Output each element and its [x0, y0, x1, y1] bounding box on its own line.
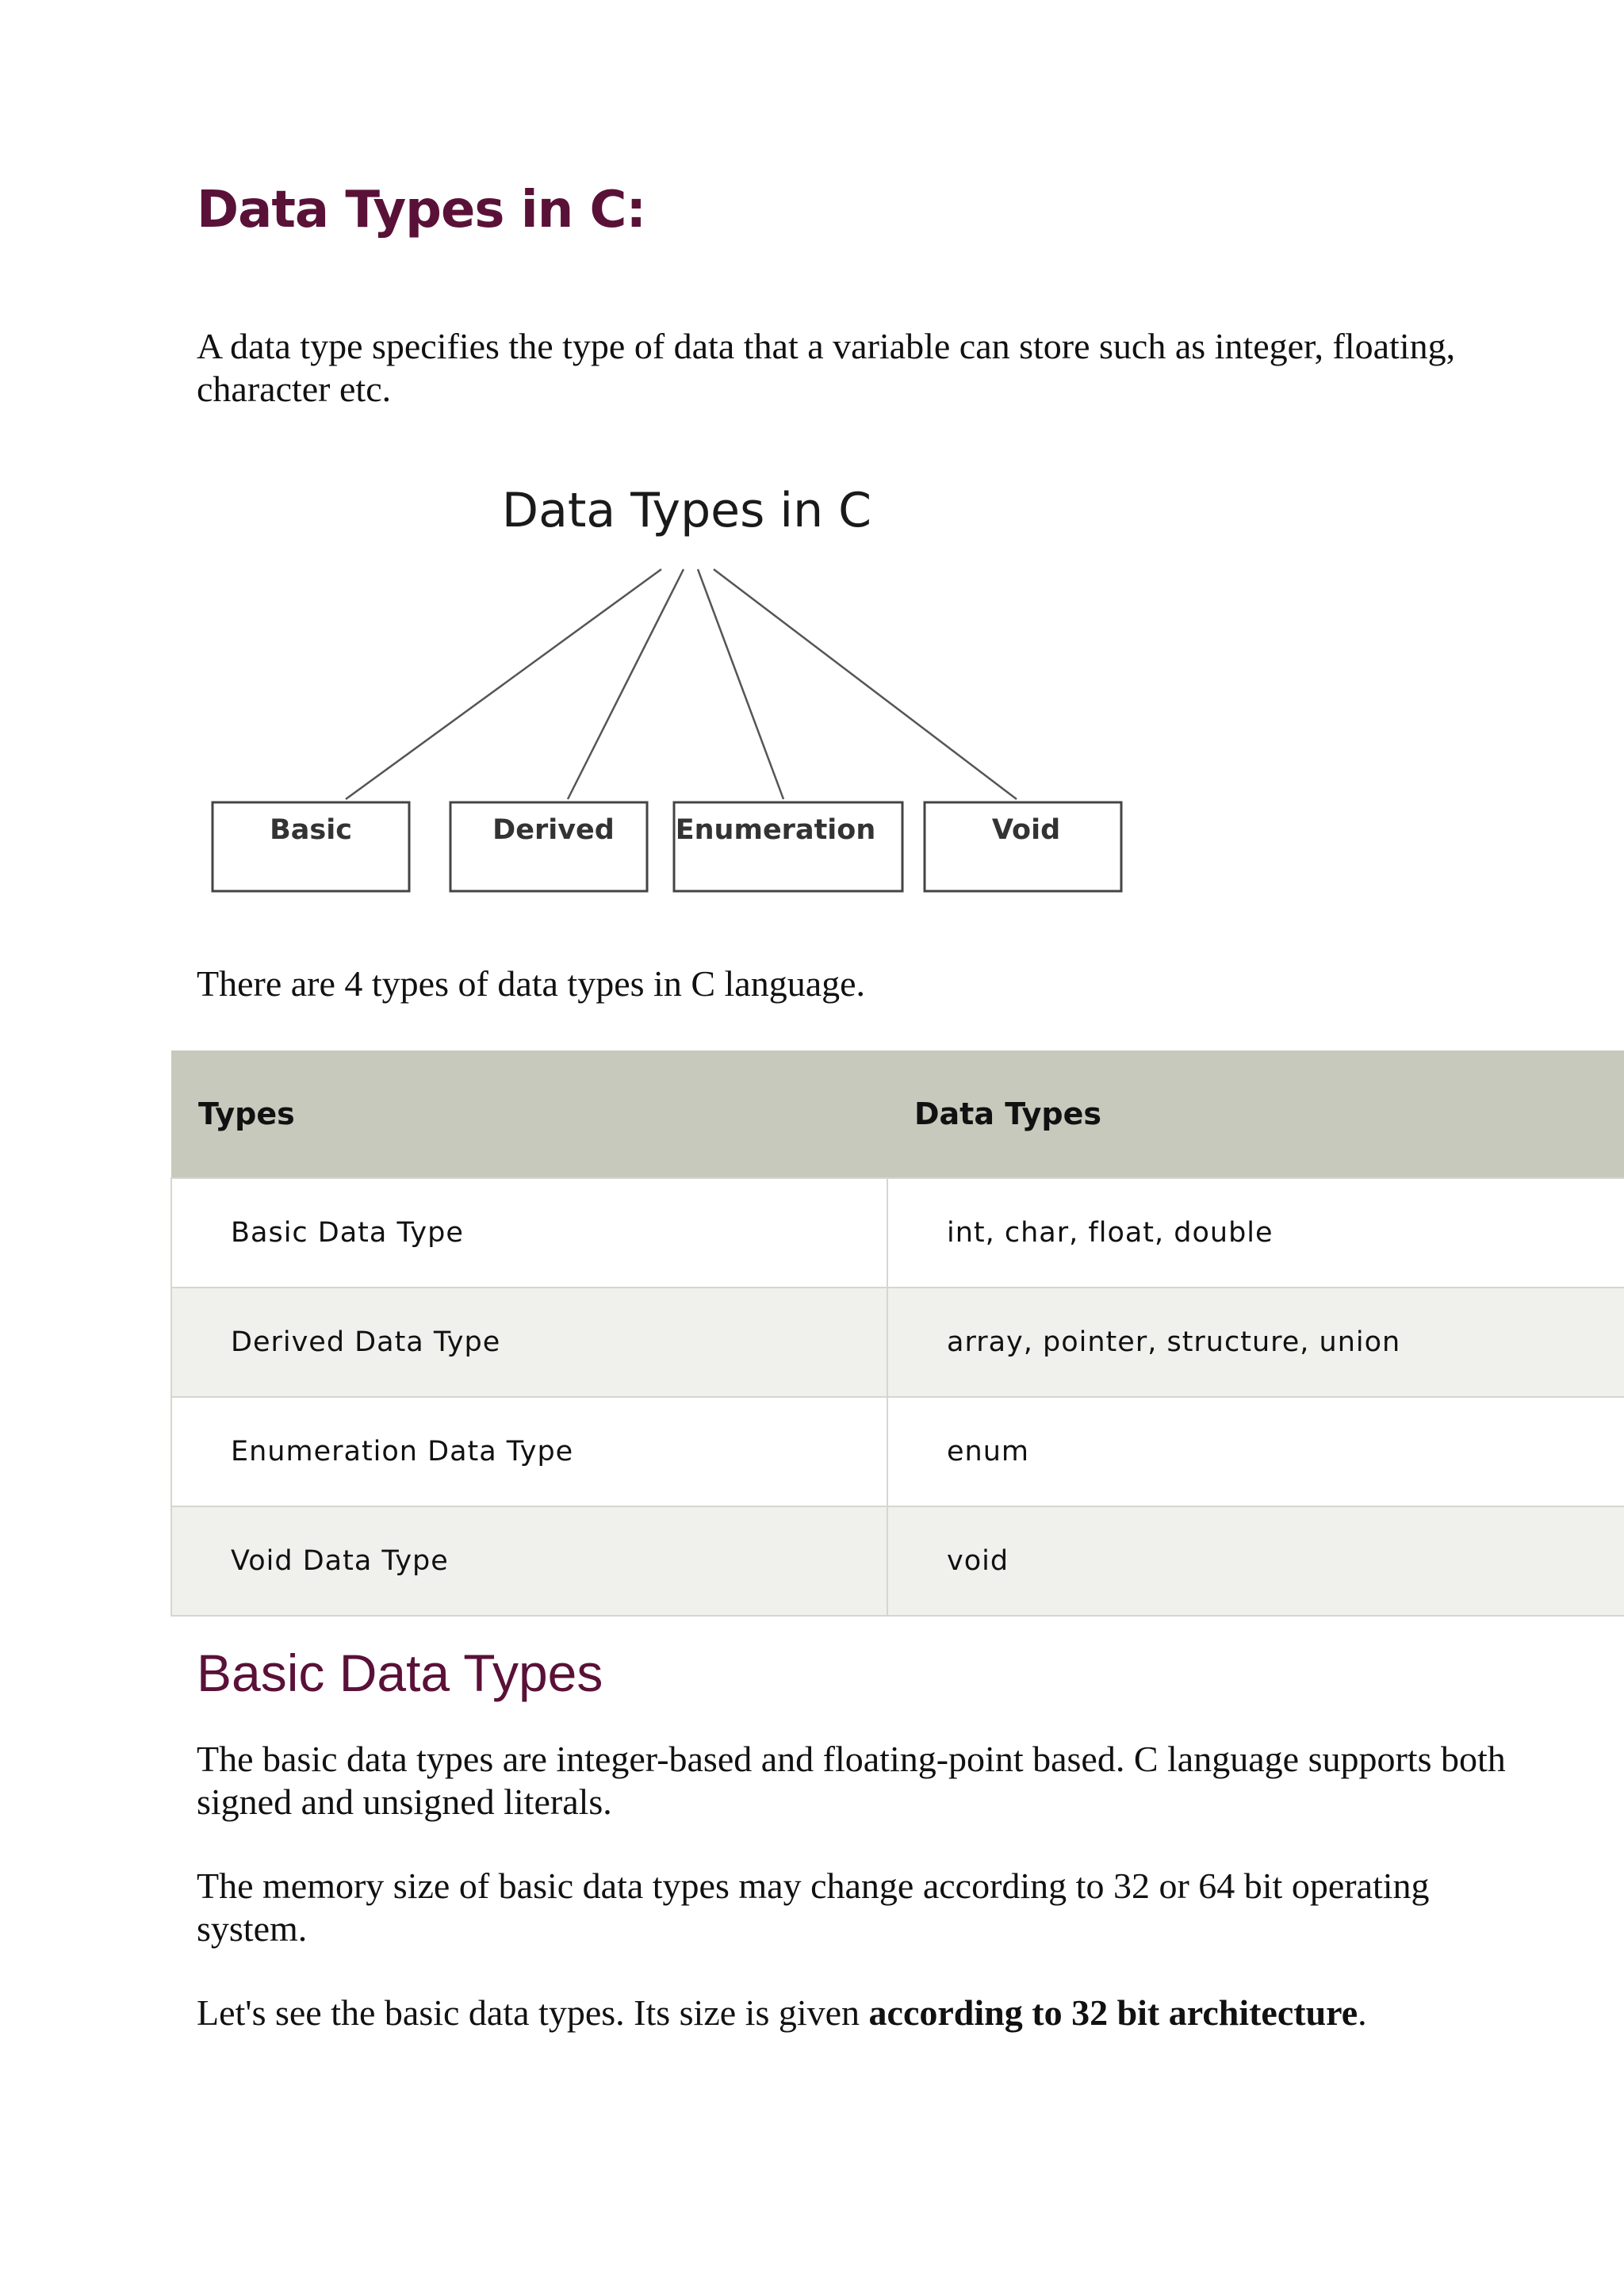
table-cell-type: Basic Data Type	[171, 1178, 887, 1288]
types-count-paragraph: There are 4 types of data types in C language.	[197, 963, 866, 1004]
table-cell-data-types: void	[887, 1506, 1624, 1616]
diagram-node-enumeration	[674, 802, 902, 891]
diagram-node-void-label: Void	[991, 814, 1061, 846]
table-header-types: Types	[171, 1050, 887, 1178]
connector-derived	[568, 569, 684, 799]
table-cell-data-types: enum	[887, 1397, 1624, 1506]
diagram-connectors	[346, 569, 1017, 799]
intro-paragraph: A data type specifies the type of data that a variable can store such as integer, floating, character etc.	[197, 326, 1456, 409]
basic-paragraph-3-prefix: Let's see the basic data types. Its size is given	[197, 1992, 869, 2033]
table-cell-type: Enumeration Data Type	[171, 1397, 887, 1506]
table-row	[171, 1506, 1624, 1616]
data-types-diagram	[198, 468, 1197, 896]
table-cell-type: Derived Data Type	[171, 1288, 887, 1397]
diagram-node-enumeration-label: Enumeration	[675, 814, 876, 846]
diagram-node-basic-label: Basic	[270, 814, 352, 846]
diagram-node-void	[925, 802, 1121, 891]
basic-paragraph-3-suffix: .	[1358, 1992, 1367, 2033]
diagram-root-label: Data Types in C	[501, 483, 872, 538]
table-cell-data-types: int, char, float, double	[887, 1178, 1624, 1288]
connector-enumeration	[698, 569, 783, 799]
table-cell-data-types: array, pointer, structure, union	[887, 1288, 1624, 1397]
table-row	[171, 1288, 1624, 1397]
basic-paragraph-2: The memory size of basic data types may change according to 32 or 64 bit operating system.	[197, 1866, 1430, 1949]
diagram-node-basic	[213, 802, 409, 891]
connector-void	[714, 569, 1017, 799]
basic-paragraph-3-bold: according to 32 bit architecture	[868, 1992, 1358, 2033]
basic-paragraph-1: The basic data types are integer-based and floating-point based. C language supports both signed and unsigned literals.	[197, 1739, 1506, 1822]
basic-paragraph-3	[197, 1992, 1592, 2034]
diagram-node-derived	[450, 802, 647, 891]
table-row	[171, 1178, 1624, 1288]
table-row	[171, 1397, 1624, 1506]
data-types-table	[170, 1050, 1624, 1617]
table-header-data-types: Data Types	[887, 1050, 1624, 1178]
diagram-node-derived-label: Derived	[492, 814, 615, 846]
page-title: Data Types in C:	[197, 181, 646, 239]
section-title-basic-data-types: Basic Data Types	[197, 1644, 603, 1702]
table-header-row	[171, 1050, 1624, 1178]
table-cell-type: Void Data Type	[171, 1506, 887, 1616]
connector-basic	[346, 569, 661, 799]
